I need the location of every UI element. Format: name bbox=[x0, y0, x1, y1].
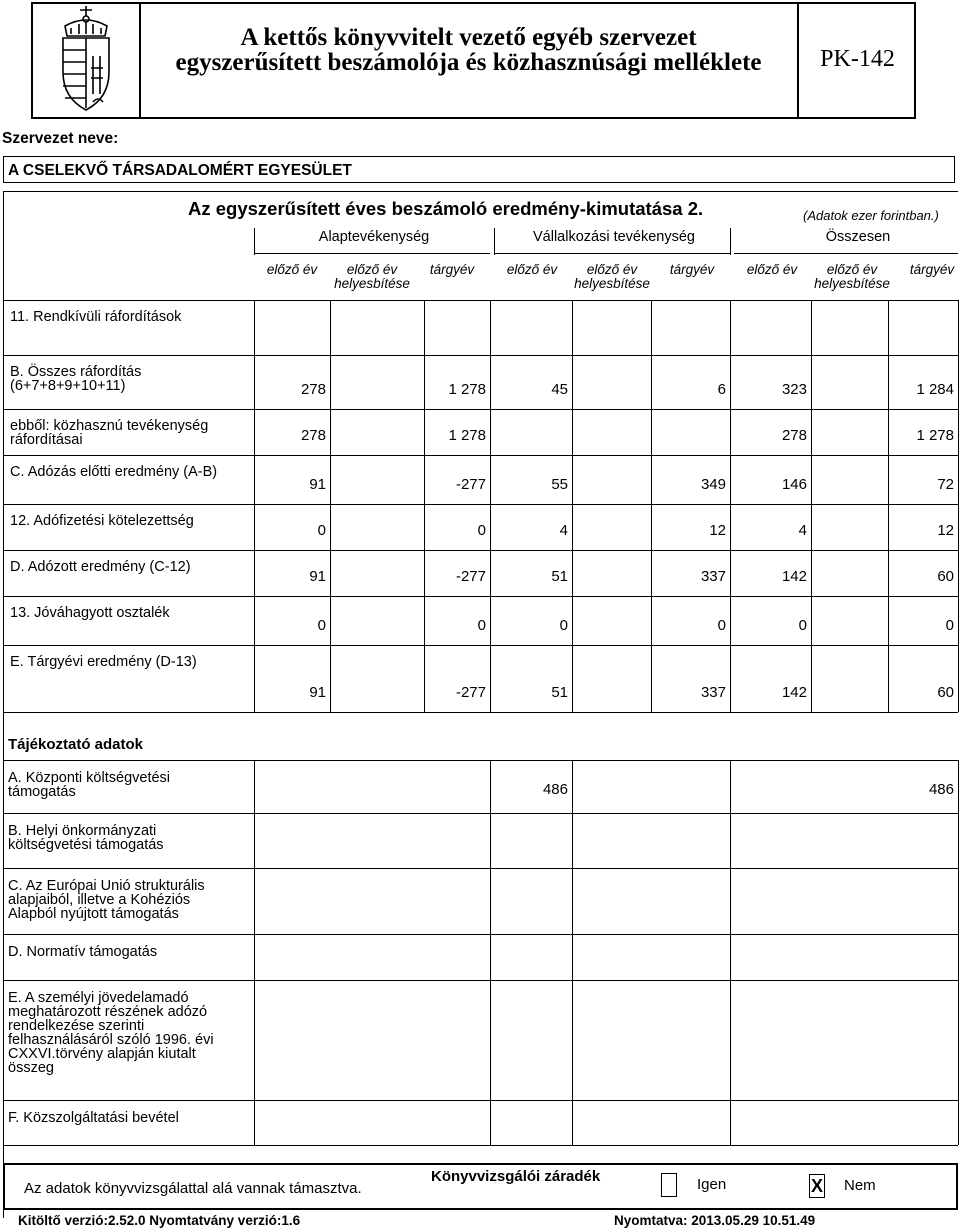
value-cell[interactable]: 12 bbox=[937, 522, 954, 539]
value-cell[interactable]: 0 bbox=[717, 617, 726, 634]
subcol-header-prev: előző év bbox=[506, 262, 558, 277]
info-row-label-line: Alapból nyújtott támogatás bbox=[8, 906, 179, 922]
report-title: Az egyszerűsített éves beszámoló eredmény-kimutatása 2. bbox=[188, 198, 704, 219]
grid-hline bbox=[3, 409, 958, 410]
info-hline bbox=[3, 1100, 958, 1101]
grid-hline bbox=[3, 550, 958, 551]
info-vline bbox=[254, 760, 255, 1145]
grid-hline bbox=[3, 596, 958, 597]
subcol-header-fix-2: helyesbítése bbox=[814, 276, 890, 291]
report-top-line bbox=[3, 191, 958, 192]
info-row-label bbox=[8, 991, 252, 1075]
value-cell[interactable]: 0 bbox=[477, 522, 486, 539]
row-label-line: 12. Adófizetési kötelezettség bbox=[10, 513, 194, 529]
subcol-header-fix-2: helyesbítése bbox=[574, 276, 650, 291]
grid-vline bbox=[651, 300, 652, 712]
row-label-line: ebből: közhasznú tevékenység bbox=[10, 418, 209, 434]
info-row-label-line: költségvetési támogatás bbox=[8, 837, 164, 853]
checkmark-x-icon: X bbox=[810, 1176, 823, 1196]
info-row-label-line: alapjaiból, illetve a Kohéziós bbox=[8, 892, 191, 908]
subcol-header-cur: tárgyév bbox=[429, 262, 475, 277]
value-cell[interactable]: 0 bbox=[317, 522, 326, 539]
info-vline bbox=[730, 760, 731, 1145]
row-label-line: C. Adózás előtti eredmény (A-B) bbox=[10, 464, 218, 480]
info-row-label-line: meghatározott részének adózó bbox=[8, 1004, 208, 1020]
grid-vline bbox=[811, 300, 812, 712]
value-cell[interactable]: 142 bbox=[781, 684, 807, 701]
row-label bbox=[10, 514, 250, 528]
value-cell[interactable]: 45 bbox=[551, 381, 568, 398]
row-label-line: D. Adózott eredmény (C-12) bbox=[10, 559, 191, 575]
info-hline bbox=[3, 868, 958, 869]
grid-hline bbox=[3, 355, 958, 356]
subcol-header-fix: előző év bbox=[346, 262, 398, 277]
report-left-line bbox=[3, 191, 4, 1218]
unit-note: (Adatok ezer forintban.) bbox=[803, 208, 939, 223]
row-label-line: ráfordításai bbox=[10, 432, 83, 448]
form-code: PK-142 bbox=[820, 46, 895, 72]
value-cell[interactable]: 4 bbox=[559, 522, 568, 539]
row-label bbox=[10, 655, 250, 669]
info-hline bbox=[3, 760, 958, 761]
info-value-cell[interactable]: 486 bbox=[542, 781, 568, 798]
info-hline bbox=[3, 813, 958, 814]
group-alap: Alaptevékenység bbox=[318, 229, 430, 245]
info-row-label-line: összeg bbox=[8, 1060, 54, 1076]
info-vline bbox=[958, 760, 959, 1145]
group-vallalk: Vállalkozási tevékenység bbox=[532, 229, 695, 245]
value-cell[interactable]: 91 bbox=[309, 476, 326, 493]
row-label bbox=[10, 465, 250, 479]
org-label: Szervezet neve: bbox=[2, 130, 119, 147]
audit-statement: Az adatok könyvvizsgálattal alá vannak támasztva. bbox=[24, 1180, 362, 1197]
value-cell[interactable]: -277 bbox=[455, 568, 486, 585]
group-underline-2 bbox=[494, 253, 730, 254]
info-row-label-line: támogatás bbox=[8, 784, 76, 800]
value-cell[interactable]: 60 bbox=[937, 568, 954, 585]
subcol-header-fix-2: helyesbítése bbox=[334, 276, 410, 291]
info-hline bbox=[3, 934, 958, 935]
value-cell[interactable]: 0 bbox=[798, 617, 807, 634]
grid-hline bbox=[3, 455, 958, 456]
info-row-label-line: B. Helyi önkormányzati bbox=[8, 823, 157, 839]
value-cell[interactable]: 323 bbox=[781, 381, 807, 398]
value-cell[interactable]: 146 bbox=[781, 476, 807, 493]
footer-version: Kitöltő verzió:2.52.0 Nyomtatvány verzió:1.6 bbox=[18, 1213, 301, 1228]
audit-no-label: Nem bbox=[844, 1177, 876, 1194]
group-sep-3 bbox=[730, 228, 731, 255]
grid-vline bbox=[254, 300, 255, 712]
row-label bbox=[10, 419, 250, 447]
value-cell[interactable]: 0 bbox=[477, 617, 486, 634]
value-cell[interactable]: 1 278 bbox=[448, 427, 486, 444]
footer-printed: Nyomtatva: 2013.05.29 10.51.49 bbox=[614, 1213, 816, 1228]
org-name: A CSELEKVŐ TÁRSADALOMÉRT EGYESÜLET bbox=[8, 162, 352, 179]
row-label bbox=[10, 606, 250, 620]
value-cell[interactable]: 51 bbox=[551, 568, 568, 585]
info-row-label-line: F. Közszolgáltatási bevétel bbox=[8, 1110, 179, 1126]
row-label-line: E. Tárgyévi eredmény (D-13) bbox=[10, 654, 197, 670]
grid-vline bbox=[490, 300, 491, 712]
value-cell[interactable]: 1 278 bbox=[916, 427, 954, 444]
subcol-header-prev: előző év bbox=[746, 262, 798, 277]
info-heading: Tájékoztató adatok bbox=[8, 736, 144, 753]
value-cell[interactable]: 0 bbox=[945, 617, 954, 634]
value-cell[interactable]: -277 bbox=[455, 684, 486, 701]
value-cell[interactable]: 0 bbox=[559, 617, 568, 634]
info-row-label bbox=[8, 771, 252, 799]
subcol-header-cur: tárgyév bbox=[669, 262, 715, 277]
grid-vline bbox=[958, 300, 959, 712]
value-cell[interactable]: 349 bbox=[700, 476, 726, 493]
value-cell[interactable]: 91 bbox=[309, 684, 326, 701]
row-label bbox=[10, 365, 250, 393]
info-row-label-line: A. Központi költségvetési bbox=[8, 770, 171, 786]
info-row-label-line: rendelkezése szerinti bbox=[8, 1018, 145, 1034]
value-cell[interactable]: 72 bbox=[937, 476, 954, 493]
value-cell[interactable]: 6 bbox=[717, 381, 726, 398]
audit-title: Könyvvizsgálói záradék bbox=[431, 1168, 601, 1185]
info-row-label-line: E. A személyi jövedelamadó bbox=[8, 990, 189, 1006]
value-cell[interactable]: 1 284 bbox=[916, 381, 954, 398]
value-cell[interactable]: -277 bbox=[455, 476, 486, 493]
group-sep-1 bbox=[254, 228, 255, 255]
row-label-line: 13. Jóváhagyott osztalék bbox=[10, 605, 170, 621]
subcol-header-cur: tárgyév bbox=[909, 262, 955, 277]
info-row-label bbox=[8, 945, 252, 959]
row-label-line: 11. Rendkívüli ráfordítások bbox=[10, 309, 182, 325]
info-hline bbox=[3, 980, 958, 981]
group-sep-2 bbox=[494, 228, 495, 255]
grid-vline bbox=[330, 300, 331, 712]
row-label-line: B. Összes ráfordítás bbox=[10, 364, 142, 380]
group-underline-3 bbox=[734, 253, 958, 254]
info-row-label bbox=[8, 879, 252, 921]
value-cell[interactable]: 337 bbox=[700, 684, 726, 701]
info-row-label-line: C. Az Európai Unió strukturális bbox=[8, 878, 205, 894]
group-ossz: Összesen bbox=[825, 229, 891, 245]
row-label bbox=[10, 310, 250, 324]
grid-hline bbox=[3, 504, 958, 505]
value-cell[interactable]: 278 bbox=[781, 427, 807, 444]
value-cell[interactable]: 142 bbox=[781, 568, 807, 585]
audit-yes-label: Igen bbox=[697, 1176, 727, 1193]
value-cell[interactable]: 4 bbox=[798, 522, 807, 539]
grid-hline bbox=[3, 645, 958, 646]
value-cell[interactable]: 91 bbox=[309, 568, 326, 585]
subcol-header-prev: előző év bbox=[266, 262, 318, 277]
value-cell[interactable]: 12 bbox=[709, 522, 726, 539]
group-underline-1 bbox=[254, 253, 490, 254]
info-vline bbox=[572, 760, 573, 1145]
info-value-cell[interactable]: 486 bbox=[928, 781, 954, 798]
info-row-label-line: D. Normatív támogatás bbox=[8, 944, 158, 960]
grid-vline bbox=[730, 300, 731, 712]
row-label-line: (6+7+8+9+10+11) bbox=[10, 378, 126, 394]
audit-no-checkbox[interactable] bbox=[809, 1174, 825, 1198]
value-cell[interactable]: 337 bbox=[700, 568, 726, 585]
info-row-label-line: CXXVI.törvény alapján kiutalt bbox=[8, 1046, 196, 1062]
info-row-label bbox=[8, 824, 252, 852]
info-row-label bbox=[8, 1111, 252, 1125]
grid-vline bbox=[888, 300, 889, 712]
value-cell[interactable]: 55 bbox=[551, 476, 568, 493]
form-title-line1: A kettős könyvvitelt vezető egyéb szervezet bbox=[240, 24, 697, 51]
info-vline bbox=[490, 760, 491, 1145]
value-cell[interactable]: 1 278 bbox=[448, 381, 486, 398]
info-row-label-line: felhasználásáról szóló 1996. évi bbox=[8, 1032, 214, 1048]
audit-yes-checkbox[interactable] bbox=[661, 1173, 677, 1197]
row-label bbox=[10, 560, 250, 574]
value-cell[interactable]: 51 bbox=[551, 684, 568, 701]
value-cell[interactable]: 60 bbox=[937, 684, 954, 701]
value-cell[interactable]: 278 bbox=[300, 381, 326, 398]
grid-hline bbox=[3, 300, 958, 301]
coat-of-arms-icon bbox=[53, 6, 119, 116]
subcol-header-fix: előző év bbox=[586, 262, 638, 277]
grid-vline bbox=[424, 300, 425, 712]
grid-vline bbox=[572, 300, 573, 712]
value-cell[interactable]: 0 bbox=[317, 617, 326, 634]
info-hline bbox=[3, 1145, 958, 1146]
value-cell[interactable]: 278 bbox=[300, 427, 326, 444]
form-title-line2: egyszerűsített beszámolója és közhasznúsági melléklete bbox=[175, 49, 762, 76]
subcol-header-fix: előző év bbox=[826, 262, 878, 277]
grid-hline bbox=[3, 712, 958, 713]
